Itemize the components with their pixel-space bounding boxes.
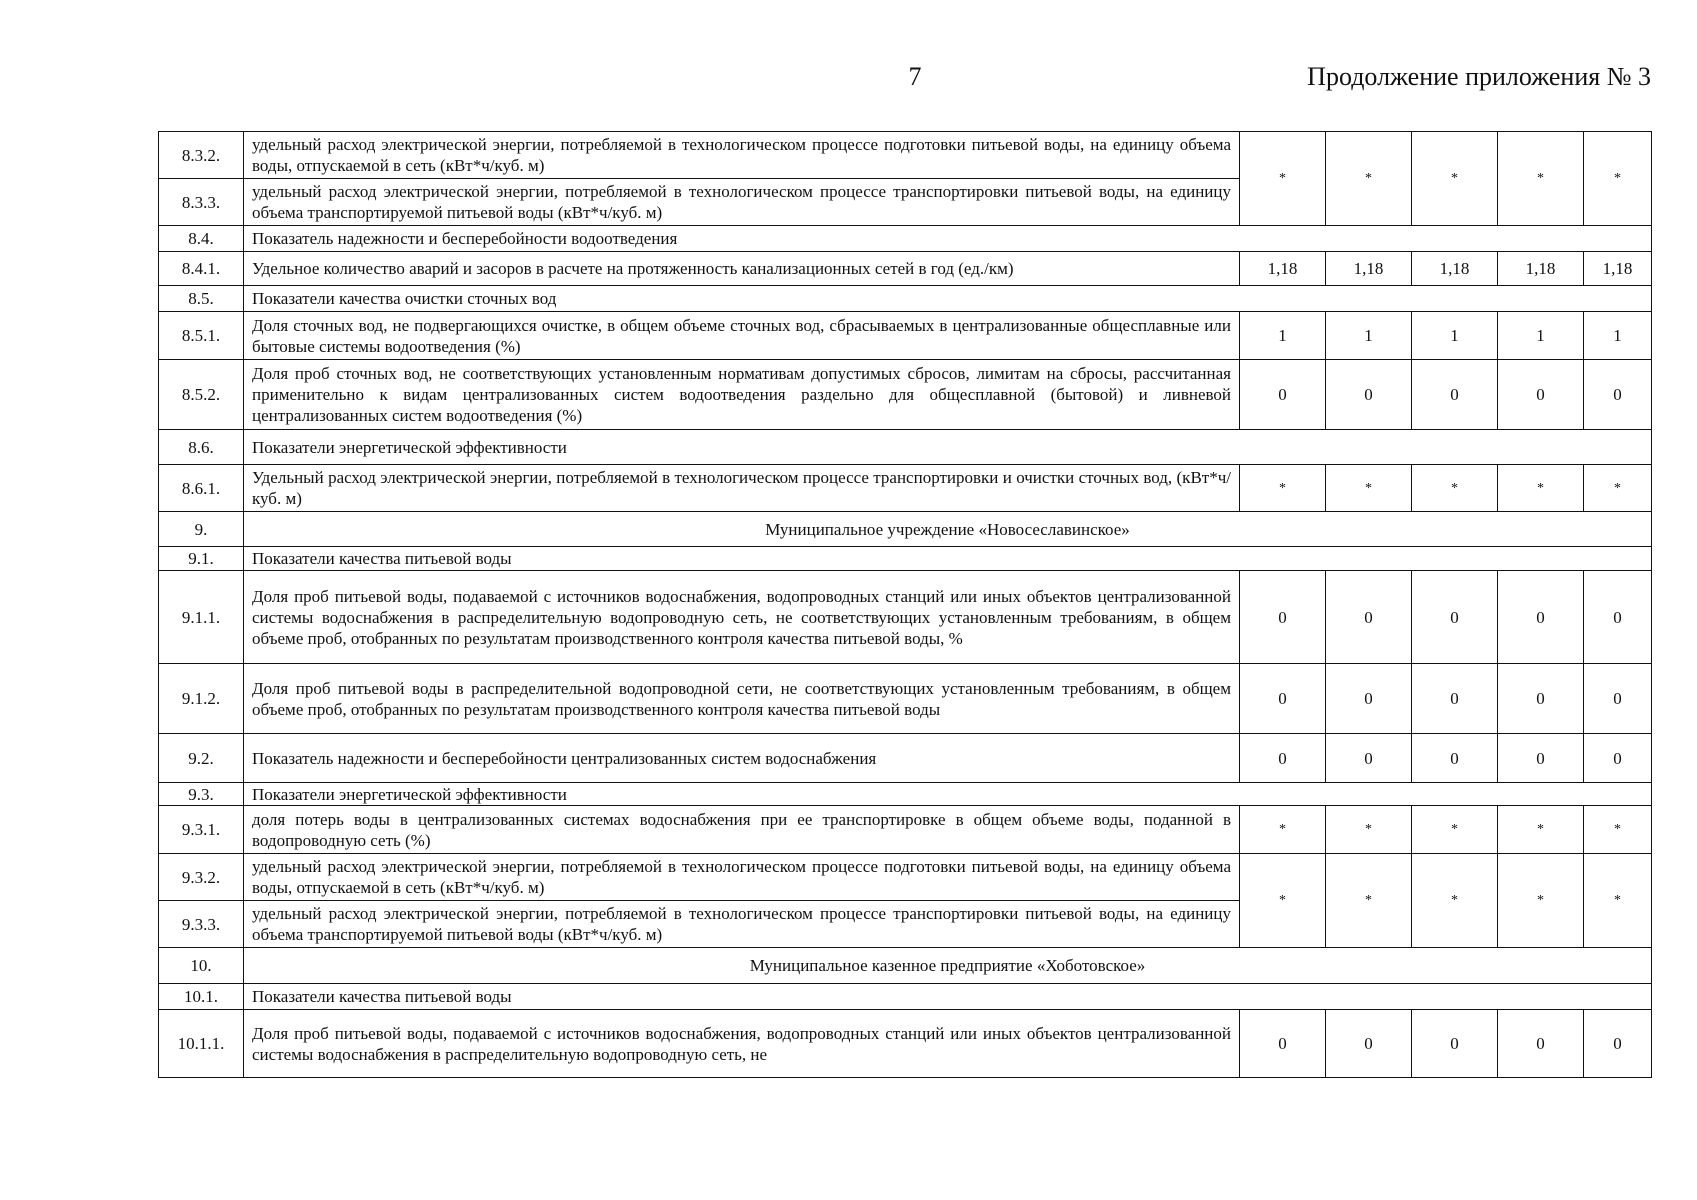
value-cell: 0	[1326, 1010, 1412, 1078]
organization-heading: Муниципальное учреждение «Новосеславинское»	[244, 512, 1652, 547]
section-heading: Показатели качества питьевой воды	[244, 547, 1652, 571]
section-heading: Показатели энергетической эффективности	[244, 783, 1652, 806]
value-cell: 0	[1326, 360, 1412, 430]
section-heading: Показатель надежности и бесперебойности водоотведения	[244, 226, 1652, 252]
row-number: 9.	[159, 512, 244, 547]
row-description: удельный расход электрической энергии, потребляемой в технологическом процессе подготовки питьевой воды, на единицу объема воды, отпускаемой в сеть (кВт*ч/куб. м)	[244, 854, 1240, 901]
table-row	[159, 547, 1652, 571]
table-row	[159, 806, 1652, 854]
row-number: 8.5.1.	[159, 312, 244, 360]
row-number: 9.1.1.	[159, 571, 244, 664]
value-cell: 1	[1326, 312, 1412, 360]
value-cell: 0	[1412, 1010, 1498, 1078]
table-row	[159, 226, 1652, 252]
value-cell: 1,18	[1584, 252, 1652, 286]
row-number: 8.4.1.	[159, 252, 244, 286]
row-number: 8.3.3.	[159, 179, 244, 226]
value-cell: *	[1326, 132, 1412, 226]
value-cell: *	[1326, 854, 1412, 948]
value-cell: *	[1498, 854, 1584, 948]
row-description: Доля проб питьевой воды, подаваемой с источников водоснабжения, водопроводных станций или иных объектов централизованной системы водоснабжения в распределительную водопроводную сеть, не соответствующих установленным требованиям, в общем объеме проб, отобранных по результатам производственного контроля качества питьевой воды, %	[244, 571, 1240, 664]
value-cell: *	[1498, 132, 1584, 226]
row-number: 9.3.2.	[159, 854, 244, 901]
table-row	[159, 984, 1652, 1010]
value-cell: 0	[1412, 571, 1498, 664]
value-cell: 0	[1498, 571, 1584, 664]
row-number: 8.4.	[159, 226, 244, 252]
row-number: 9.2.	[159, 734, 244, 783]
value-cell: 0	[1240, 360, 1326, 430]
value-cell: *	[1412, 854, 1498, 948]
value-cell: 1,18	[1498, 252, 1584, 286]
value-cell: *	[1584, 806, 1652, 854]
value-cell: 0	[1412, 734, 1498, 783]
table-row	[159, 465, 1652, 512]
row-number: 8.5.2.	[159, 360, 244, 430]
table-row	[159, 312, 1652, 360]
value-cell: 0	[1326, 664, 1412, 734]
table-row	[159, 664, 1652, 734]
value-cell: 1,18	[1412, 252, 1498, 286]
value-cell: 0	[1498, 1010, 1584, 1078]
value-cell: 0	[1498, 734, 1584, 783]
table-row	[159, 132, 1652, 179]
row-number: 10.1.1.	[159, 1010, 244, 1078]
appendix-continuation-title: Продолжение приложения № 3	[1307, 62, 1651, 91]
table-row	[159, 783, 1652, 806]
value-cell: 0	[1240, 571, 1326, 664]
table-row	[159, 252, 1652, 286]
row-number: 9.3.	[159, 783, 244, 806]
row-number: 10.1.	[159, 984, 244, 1010]
row-description: Показатель надежности и бесперебойности централизованных систем водоснабжения	[244, 734, 1240, 783]
value-cell: 0	[1584, 571, 1652, 664]
row-description: Удельное количество аварий и засоров в расчете на протяженность канализационных сетей в год (ед./км)	[244, 252, 1240, 286]
table-row	[159, 948, 1652, 984]
value-cell: 0	[1584, 360, 1652, 430]
value-cell: 0	[1584, 664, 1652, 734]
value-cell: 1,18	[1326, 252, 1412, 286]
organization-heading: Муниципальное казенное предприятие «Хоботовское»	[244, 948, 1652, 984]
row-description: Доля проб питьевой воды, подаваемой с источников водоснабжения, водопроводных станций или иных объектов централизованной системы водоснабжения в распределительную водопроводную сеть, не	[244, 1010, 1240, 1078]
table-row	[159, 430, 1652, 465]
row-description: Доля проб сточных вод, не соответствующих установленным нормативам допустимых сбросов, лимитам на сбросы, рассчитанная применительно к видам централизованных систем водоотведения раздельно для общесплавной (бытовой) и ливневой централизованных систем водоотведения (%)	[244, 360, 1240, 430]
value-cell: 1,18	[1240, 252, 1326, 286]
row-number: 9.1.2.	[159, 664, 244, 734]
row-description: удельный расход электрической энергии, потребляемой в технологическом процессе транспортировки питьевой воды, на единицу объема транспортируемой питьевой воды (кВт*ч/куб. м)	[244, 901, 1240, 948]
section-heading: Показатели качества питьевой воды	[244, 984, 1652, 1010]
value-cell: 0	[1584, 1010, 1652, 1078]
row-description: Доля проб питьевой воды в распределительной водопроводной сети, не соответствующих установленным требованиям, в общем объеме проб, отобранных по результатам производственного контроля качества питьевой воды	[244, 664, 1240, 734]
value-cell: 1	[1584, 312, 1652, 360]
row-number: 9.3.1.	[159, 806, 244, 854]
value-cell: *	[1240, 465, 1326, 512]
section-heading: Показатели качества очистки сточных вод	[244, 286, 1652, 312]
row-description: удельный расход электрической энергии, потребляемой в технологическом процессе транспортировки питьевой воды, на единицу объема транспортируемой питьевой воды (кВт*ч/куб. м)	[244, 179, 1240, 226]
row-number: 10.	[159, 948, 244, 984]
value-cell: *	[1498, 465, 1584, 512]
table-row	[159, 1010, 1652, 1078]
value-cell: *	[1412, 465, 1498, 512]
row-description: Удельный расход электрической энергии, потребляемой в технологическом процессе транспортировки и очистки сточных вод, (кВт*ч/куб. м)	[244, 465, 1240, 512]
value-cell: *	[1498, 806, 1584, 854]
value-cell: 0	[1240, 734, 1326, 783]
value-cell: 1	[1498, 312, 1584, 360]
value-cell: 0	[1326, 734, 1412, 783]
value-cell: 0	[1412, 360, 1498, 430]
row-description: доля потерь воды в централизованных системах водоснабжения при ее транспортировке в общем объеме воды, поданной в водопроводную сеть (%)	[244, 806, 1240, 854]
table-row	[159, 286, 1652, 312]
value-cell: *	[1326, 465, 1412, 512]
row-description: Доля сточных вод, не подвергающихся очистке, в общем объеме сточных вод, сбрасываемых в централизованные общесплавные или бытовые системы водоотведения (%)	[244, 312, 1240, 360]
row-number: 9.1.	[159, 547, 244, 571]
row-number: 9.3.3.	[159, 901, 244, 948]
table-row	[159, 854, 1652, 901]
value-cell: *	[1412, 132, 1498, 226]
value-cell: *	[1326, 806, 1412, 854]
value-cell: 1	[1240, 312, 1326, 360]
value-cell: *	[1412, 806, 1498, 854]
value-cell: 0	[1240, 664, 1326, 734]
value-cell: *	[1240, 854, 1326, 948]
table-row	[159, 512, 1652, 547]
value-cell: *	[1240, 806, 1326, 854]
value-cell: *	[1584, 132, 1652, 226]
value-cell: *	[1584, 465, 1652, 512]
table-row	[159, 360, 1652, 430]
indicators-table	[158, 131, 1652, 1078]
value-cell: 0	[1240, 1010, 1326, 1078]
row-description: удельный расход электрической энергии, потребляемой в технологическом процессе подготовки питьевой воды, на единицу объема воды, отпускаемой в сеть (кВт*ч/куб. м)	[244, 132, 1240, 179]
value-cell: *	[1240, 132, 1326, 226]
value-cell: 0	[1498, 360, 1584, 430]
value-cell: 0	[1412, 664, 1498, 734]
table-row	[159, 734, 1652, 783]
page-number: 7	[908, 62, 922, 91]
table-row	[159, 571, 1652, 664]
row-number: 8.5.	[159, 286, 244, 312]
row-number: 8.3.2.	[159, 132, 244, 179]
value-cell: *	[1584, 854, 1652, 948]
value-cell: 1	[1412, 312, 1498, 360]
row-number: 8.6.1.	[159, 465, 244, 512]
row-number: 8.6.	[159, 430, 244, 465]
value-cell: 0	[1584, 734, 1652, 783]
value-cell: 0	[1326, 571, 1412, 664]
value-cell: 0	[1498, 664, 1584, 734]
section-heading: Показатели энергетической эффективности	[244, 430, 1652, 465]
